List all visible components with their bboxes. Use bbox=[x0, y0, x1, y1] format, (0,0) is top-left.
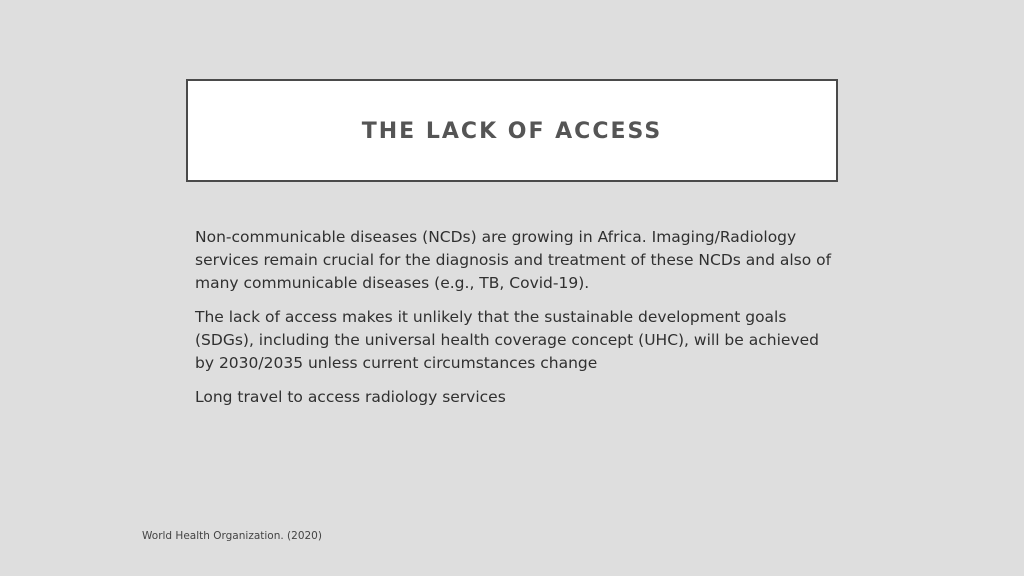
body-paragraph-sdgs: The lack of access makes it unlikely that the sustainable development goals (SDGs), including the universal health coverage concept (UHC), will be achieved by 2030/2035 unless current circumstances change bbox=[195, 308, 819, 372]
slide-title: THE LACK OF ACCESS bbox=[361, 119, 663, 144]
body-paragraph-travel: Long travel to access radiology services bbox=[195, 388, 506, 406]
title-box bbox=[186, 79, 838, 182]
body-paragraph-ncds: Non-communicable diseases (NCDs) are growing in Africa. Imaging/Radiology services remain crucial for the diagnosis and treatment of these NCDs and also of many communicable diseases (e.g., TB, Covid-19). bbox=[195, 228, 832, 292]
slide-body bbox=[195, 226, 835, 420]
reference-citation: World Health Organization. (2020) bbox=[142, 530, 322, 542]
